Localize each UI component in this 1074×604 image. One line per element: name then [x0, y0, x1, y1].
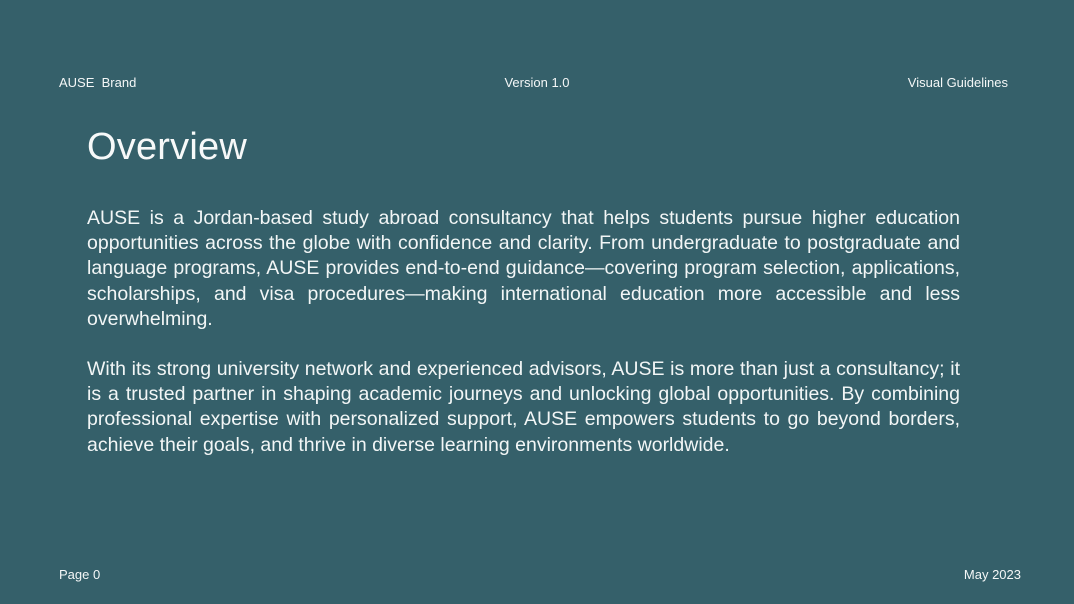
- body-text: [87, 206, 960, 483]
- page-title: Overview: [87, 126, 247, 168]
- header-section: Visual Guidelines: [907, 75, 1008, 90]
- header-version: Version 1.0: [504, 75, 570, 90]
- header-brand: AUSE Brand: [59, 75, 137, 90]
- paragraph-network: With its strong university network and experienced advisors, AUSE is more than just a consultancy; it is a trusted partner in shaping academic journeys and unlocking global opportunities. By combining professional expertise with personalized support, AUSE empowers students to go beyond borders, achieve their goals, and thrive in diverse learning environments worldwide.: [87, 358, 960, 456]
- footer-date: May 2023: [963, 567, 1021, 582]
- paragraph-intro: AUSE is a Jordan-based study abroad consultancy that helps students pursue higher education opportunities across the globe with confidence and clarity. From undergraduate to postgraduate and language programs, AUSE provides end-to-end guidance—covering program selection, applications, scholarships, and visa procedures—making international education more accessible and less overwhelming.: [87, 207, 960, 330]
- page-number: Page 0: [59, 567, 101, 582]
